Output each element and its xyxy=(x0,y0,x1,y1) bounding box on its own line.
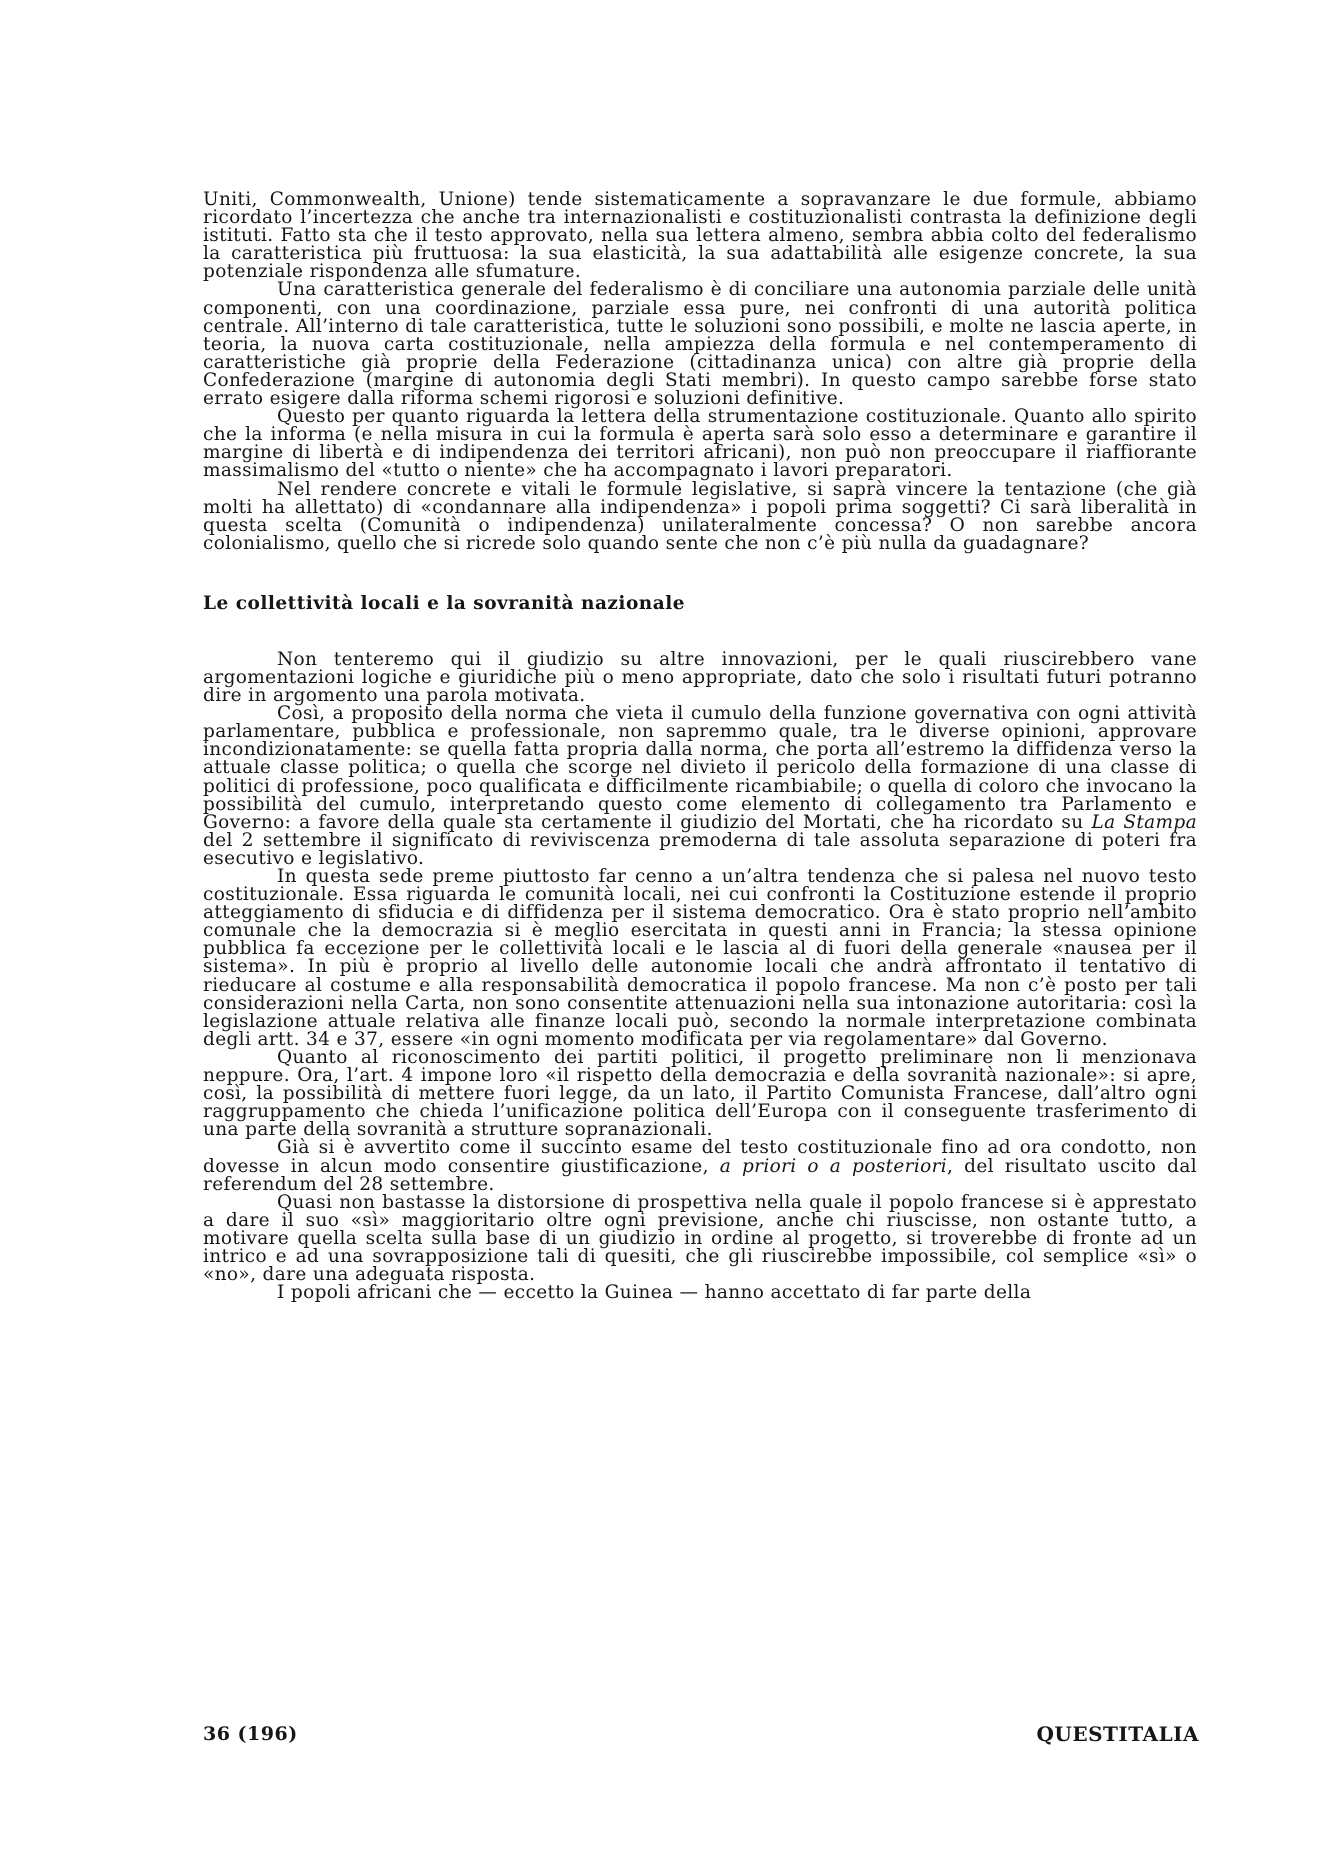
paragraph-text: Così, a proposito della norma che vieta il cumulo della funzione governativa con ogni attività parlamentare, pubblica e professionale, non sapremmo quale, tra le diverse opinioni, approvare incondizionatamente: se quella fatta propria dalla norma, che porta all’estremo la diffidenza verso la attuale classe politica; o quella che scorge nel divieto il pericolo della formazione di una classe di politici di professione, poco qualificata e difficilmente ricambiabile; o quella di coloro che invocano la possibilità del cumulo, interpretando questo come elemento di collegamento tra Parlamento e Governo: a favore della quale sta certamente il giudizio del Mortati, che ha ricordato su xyxy=(203,703,1197,833)
paragraph-text: del 2 settembre il significato di reviviscenza premoderna di tale assoluta separazione di poteri fra esecutivo e legislativo. xyxy=(203,829,1197,869)
section-heading: Le collettività locali e la sovranità nazionale xyxy=(203,592,686,614)
paragraph: Uniti, Commonwealth, Unione) tende sistematicamente a sopravanzare le due formule, abbiamo ricordato l’incertezza che anche tra internazionalisti e costituzionalisti contrasta la definizione degli istituti. Fatto sta che il testo approvato, nella sua lettera almeno, sembra abbia colto del federalismo la caratteristica più fruttuosa: la sua elasticità, la sua adattabilità alle esigenze concrete, la sua potenziale rispondenza alle sfumature. xyxy=(203,189,1197,283)
paragraph-text: Già si è avvertito come il succinto esame del testo costituzionale fino ad ora condotto, non dovesse in alcun modo consentire giustificazione, xyxy=(203,1137,1197,1177)
emphasis-text: a priori o a posteriori xyxy=(719,1155,948,1177)
paragraph: Questo per quanto riguarda la lettera della strumentazione costituzionale. Quanto allo spirito che la informa (e nella misura in cui la formula è aperta sarà solo esso a determinare e garantire il margine di libertà e di indipendenza dei territori africani), non può non preoccupare il riaffiorante massimalismo del «tutto o niente» che ha accompagnato i lavori preparatori. xyxy=(203,406,1197,482)
paragraph: Quasi non bastasse la distorsione di prospettiva nella quale il popolo francese si è apprestato a dare il suo «sì» maggioritario oltre ogni previsione, anche chi riuscisse, non ostante tutto, a motivare quella scelta sulla base di un giudizio in ordine al progetto, si troverebbe di fronte ad un intrico e ad una sovrapposizione tali di quesiti, che gli riuscirebbe impossibile, col semplice «sì» o «no», dare una adeguata risposta. xyxy=(203,1191,1197,1286)
paragraph: Non tenteremo qui il giudizio su altre innovazioni, per le quali riuscirebbero vane argomentazioni logiche e giuridiche più o meno appropriate, dato che solo i risultati futuri potranno dire in argomento una parola motivata. xyxy=(203,648,1197,707)
page-number: 36 (196) xyxy=(203,1723,298,1745)
paragraph xyxy=(203,1139,1197,1193)
newspaper-title: La Stampa xyxy=(1091,811,1197,833)
journal-name: QUESTITALIA xyxy=(1036,1722,1199,1746)
paragraph: Una caratteristica generale del federalismo è di conciliare una autonomia parziale delle unità componenti, con una coordinazione, parziale essa pure, nei confronti di una autorità politica centrale. All’interno di tale caratteristica, tutte le soluzioni sono possibili, e molte ne lascia aperte, in teoria, la nuova carta costituzionale, nella ampiezza della formula e nel contemperamento di caratteristiche già proprie della Federazione (cittadinanza unica) con altre già proprie della Confederazione (margine di autonomia degli Stati membri). In questo campo sarebbe forse stato errato esigere dalla riforma schemi rigorosi e soluzioni definitive. xyxy=(203,279,1197,410)
text-column xyxy=(203,191,1197,1302)
paragraph: Nel rendere concrete e vitali le formule legislative, si saprà vincere la tentazione (che già molti ha allettato) di «condannare alla indipendenza» i popoli prima soggetti? Ci sarà liberalità in questa scelta (Comunità o indipendenza) unilateralmente concessa? O non sarebbe ancora colonialismo, quello che si ricrede solo quando sente che non c’è più nulla da guadagnare? xyxy=(203,478,1197,554)
paragraph: In questa sede preme piuttosto far cenno a un’altra tendenza che si palesa nel nuovo testo costituzionale. Essa riguarda le comunità locali, nei cui confronti la Costituzione estende il proprio atteggiamento di sfiducia e di diffidenza per il sistema democratico. Ora è stato proprio nell’ambito comunale che la democrazia si è meglio esercitata in questi anni in Francia; la stessa opinione pubblica fa eccezione per le collettività locali e le lascia al di fuori della generale «nausea per il sistema». In più è proprio al livello delle autonomie locali che andrà affrontato il tentativo di rieducare al costume e alla responsabilità democratica il popolo francese. Ma non c’è posto per tali considerazioni nella Carta, non sono consentite attenuazioni nella sua intonazione autoritaria: così la legislazione attuale relativa alle finanze locali può, secondo la normale interpretazione combinata degli artt. 34 e 37, essere «in ogni momento modificata per via regolamentare» dal Governo. xyxy=(203,866,1197,1050)
paragraph: Quanto al riconoscimento dei partiti politici, il progetto preliminare non li menzionava neppure. Ora, l’art. 4 impone loro «il rispetto della democrazia e della sovranità nazionale»: si apre, così, la possibilità di mettere fuori legge, da un lato, il Partito Comunista Francese, dall’altro ogni raggruppamento che chieda l’unificazione politica dell’Europa con il conseguente trasferimento di una parte della sovranità a strutture sopranazionali. xyxy=(203,1046,1197,1141)
paragraph-text: , del risultato uscito dal referendum del 28 settembre. xyxy=(203,1155,1197,1195)
paragraph xyxy=(203,705,1197,868)
paragraph: I popoli africani che — eccetto la Guinea — hanno accettato di far parte della xyxy=(277,1282,1032,1304)
